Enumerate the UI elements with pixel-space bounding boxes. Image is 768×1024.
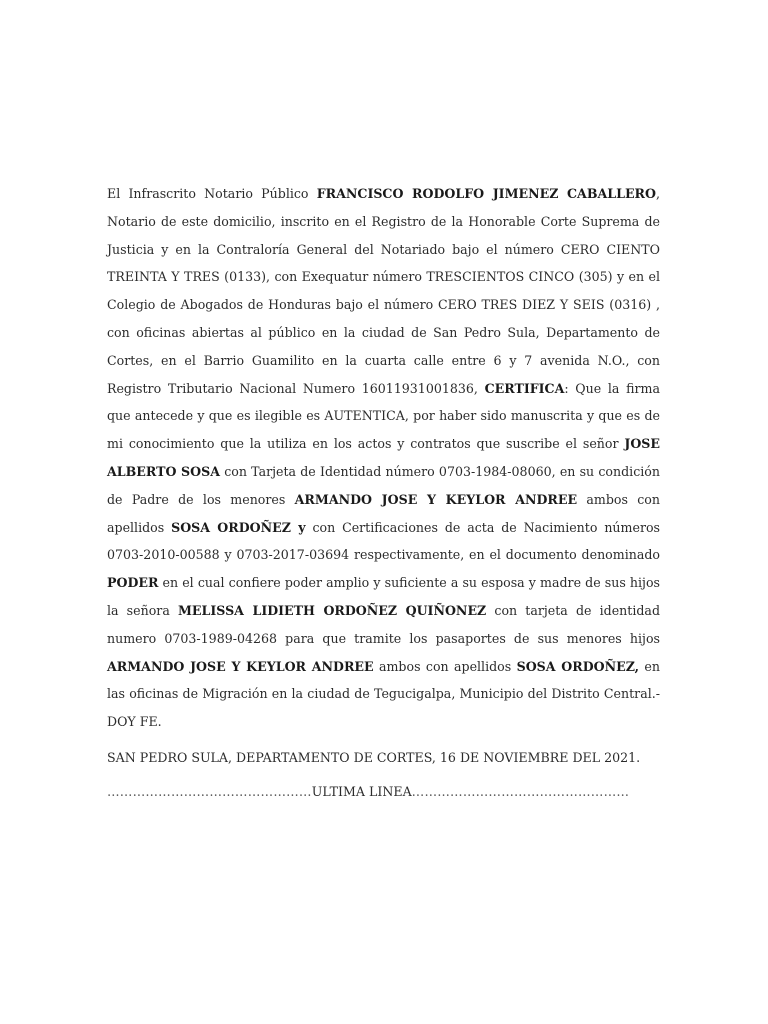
minors-names-repeat: ARMANDO JOSE Y KEYLOR ANDREE (107, 658, 374, 674)
text-segment: con Tarjeta de Identidad número 0703-1984-08060, en su condición de Padre de los menores (107, 463, 660, 507)
document-page (107, 180, 660, 806)
text-segment: en las oficinas de Migración en la ciudad de Tegucigalpa, Municipio del Distrito Central.-DOY FE. (107, 658, 660, 730)
dots-after: …………………………………………… (411, 783, 630, 799)
minors-surnames-repeat: SOSA ORDOÑEZ, (516, 658, 640, 674)
dots-before: ………………………………………… (107, 783, 312, 799)
text-segment: ambos con apellidos (107, 491, 661, 535)
mother-name: MELISSA LIDIETH ORDOÑEZ QUIÑONEZ (177, 602, 487, 618)
place-and-date: SAN PEDRO SULA, DEPARTAMENTO DE CORTES, 16 DE NOVIEMBRE DEL 2021. (107, 749, 641, 765)
text-segment: con tarjeta de identidad numero 0703-1989-04268 para que tramite los pasaportes de sus menores hijos (107, 602, 661, 646)
text-segment: , Notario de este domicilio, inscrito en el Registro de la Honorable Corte Suprema de Justicia y en la Contraloría General del Notariado bajo el número CERO CIENTO TREINTA Y TRES (0133), con Exequatur número TRESCIENTOS CINCO (305) y en el Colegio de Abogados de Honduras bajo el número CERO TRES DIEZ Y SEIS (0316) , con oficinas abiertas al público en la ciudad de San Pedro Sula, Departamento de Cortes, en el Barrio Guamilito en la cuarta calle entre 6 y 7 avenida N.O., con Registro Tributario Nacional Numero 16011931001836, (107, 186, 660, 396)
minors-surnames: SOSA ORDOÑEZ y (171, 519, 306, 535)
last-line (107, 778, 660, 806)
text-segment: en el cual confiere poder amplio y suficiente a su esposa y madre de sus hijos la señora (107, 575, 660, 618)
text-segment: : Que la firma que antecede y que es ilegible es AUTENTICA, por haber sido manuscrita y que es de mi conocimiento que la utiliza en los actos y contratos que suscribe el señor (107, 380, 660, 452)
notary-name: FRANCISCO RODOLFO JIMENEZ CABALLERO (316, 186, 656, 201)
certifica-keyword: CERTIFICA (484, 380, 565, 396)
text-segment: con Certificaciones de acta de Nacimiento números 0703-2010-00588 y 0703-2017-03694 respectivamente, en el documento denominado (107, 519, 661, 563)
certification-paragraph (107, 180, 660, 736)
minors-names: ARMANDO JOSE Y KEYLOR ANDREE (294, 491, 578, 507)
text-segment: ambos con apellidos (373, 658, 517, 674)
document-type: PODER (107, 575, 159, 591)
signer-name: JOSE ALBERTO SOSA (107, 436, 660, 479)
last-line-label: ULTIMA LINEA (311, 783, 412, 799)
text-segment: El Infrascrito Notario Público (107, 186, 317, 201)
